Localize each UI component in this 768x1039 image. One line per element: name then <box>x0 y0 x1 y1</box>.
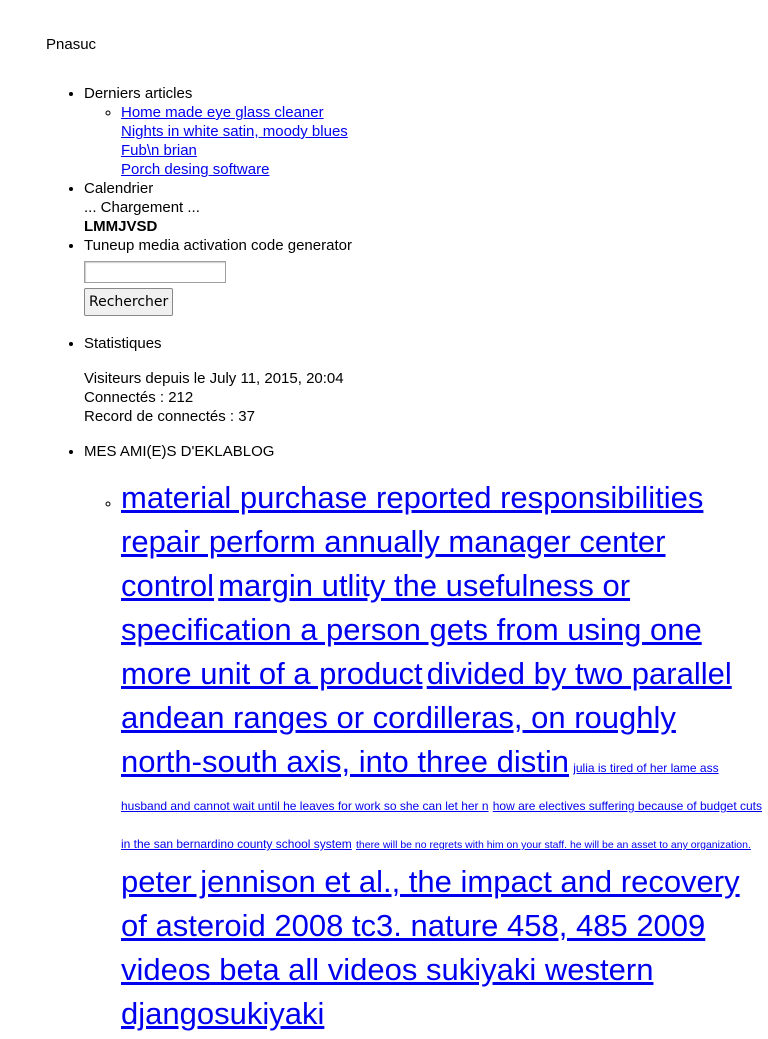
calendar-heading: Calendrier <box>84 180 154 197</box>
tag-cloud <box>121 479 764 1039</box>
tag-link-5[interactable]: how are electives suffering because of budget cuts in the san bernardino county school system <box>121 799 763 851</box>
tag-link-3[interactable]: divided by two parallel andean ranges or cordilleras, on roughly north-south axis, into three distin <box>121 656 732 779</box>
calendar-loading: ... Chargement ... <box>84 199 200 216</box>
friends-list <box>84 479 764 1039</box>
calendar-days: LMMJVSD <box>84 218 158 235</box>
tag-link-6[interactable]: there will be no regrets with him on your staff. he will be an asset to any organization. <box>355 839 751 851</box>
tag-link-1[interactable]: material purchase reported responsibilities repair perform annually manager center control <box>121 480 704 603</box>
section-friends <box>84 442 764 1039</box>
friends-heading: MES AMI(E)S D'EKLABLOG <box>84 443 275 460</box>
recent-item <box>121 103 764 179</box>
search-button[interactable]: Rechercher <box>84 288 173 316</box>
section-recent <box>84 84 764 179</box>
site-title: Pnasuc <box>46 36 97 53</box>
recent-link-2[interactable]: Nights in white satin, moody blues <box>121 123 348 140</box>
search-input[interactable] <box>84 261 226 283</box>
search-heading: Tuneup media activation code generator <box>84 237 352 254</box>
recent-heading: Derniers articles <box>84 85 193 102</box>
section-stats <box>84 334 764 426</box>
stats-block <box>84 369 764 426</box>
tag-link-4[interactable]: julia is tired of her lame ass husband and cannot wait until he leaves for work so she can let her n <box>121 761 719 813</box>
recent-list <box>84 103 764 179</box>
recent-link-4[interactable]: Porch desing software <box>121 161 270 178</box>
sidebar-list <box>50 84 764 1039</box>
section-calendar <box>84 179 764 236</box>
tag-link-2[interactable]: margin utlity the usefulness or specification a person gets from using one more unit of a product <box>121 568 702 691</box>
tag-link-7[interactable]: peter jennison et al., the impact and recovery of asteroid 2008 tc3. nature 458, 485 2009 <box>121 864 740 943</box>
stats-connected: Connectés : 212 <box>84 389 194 406</box>
recent-link-3[interactable]: Fub\n brian <box>121 142 197 159</box>
section-search <box>84 236 764 316</box>
stats-heading: Statistiques <box>84 335 162 352</box>
stats-visitors: Visiteurs depuis le July 11, 2015, 20:04 <box>84 370 344 387</box>
stats-record: Record de connectés : 37 <box>84 408 255 425</box>
recent-link-1[interactable]: Home made eye glass cleaner <box>121 104 324 121</box>
tag-link-8[interactable]: videos beta all videos sukiyaki western djangosukiyaki <box>121 952 654 1031</box>
